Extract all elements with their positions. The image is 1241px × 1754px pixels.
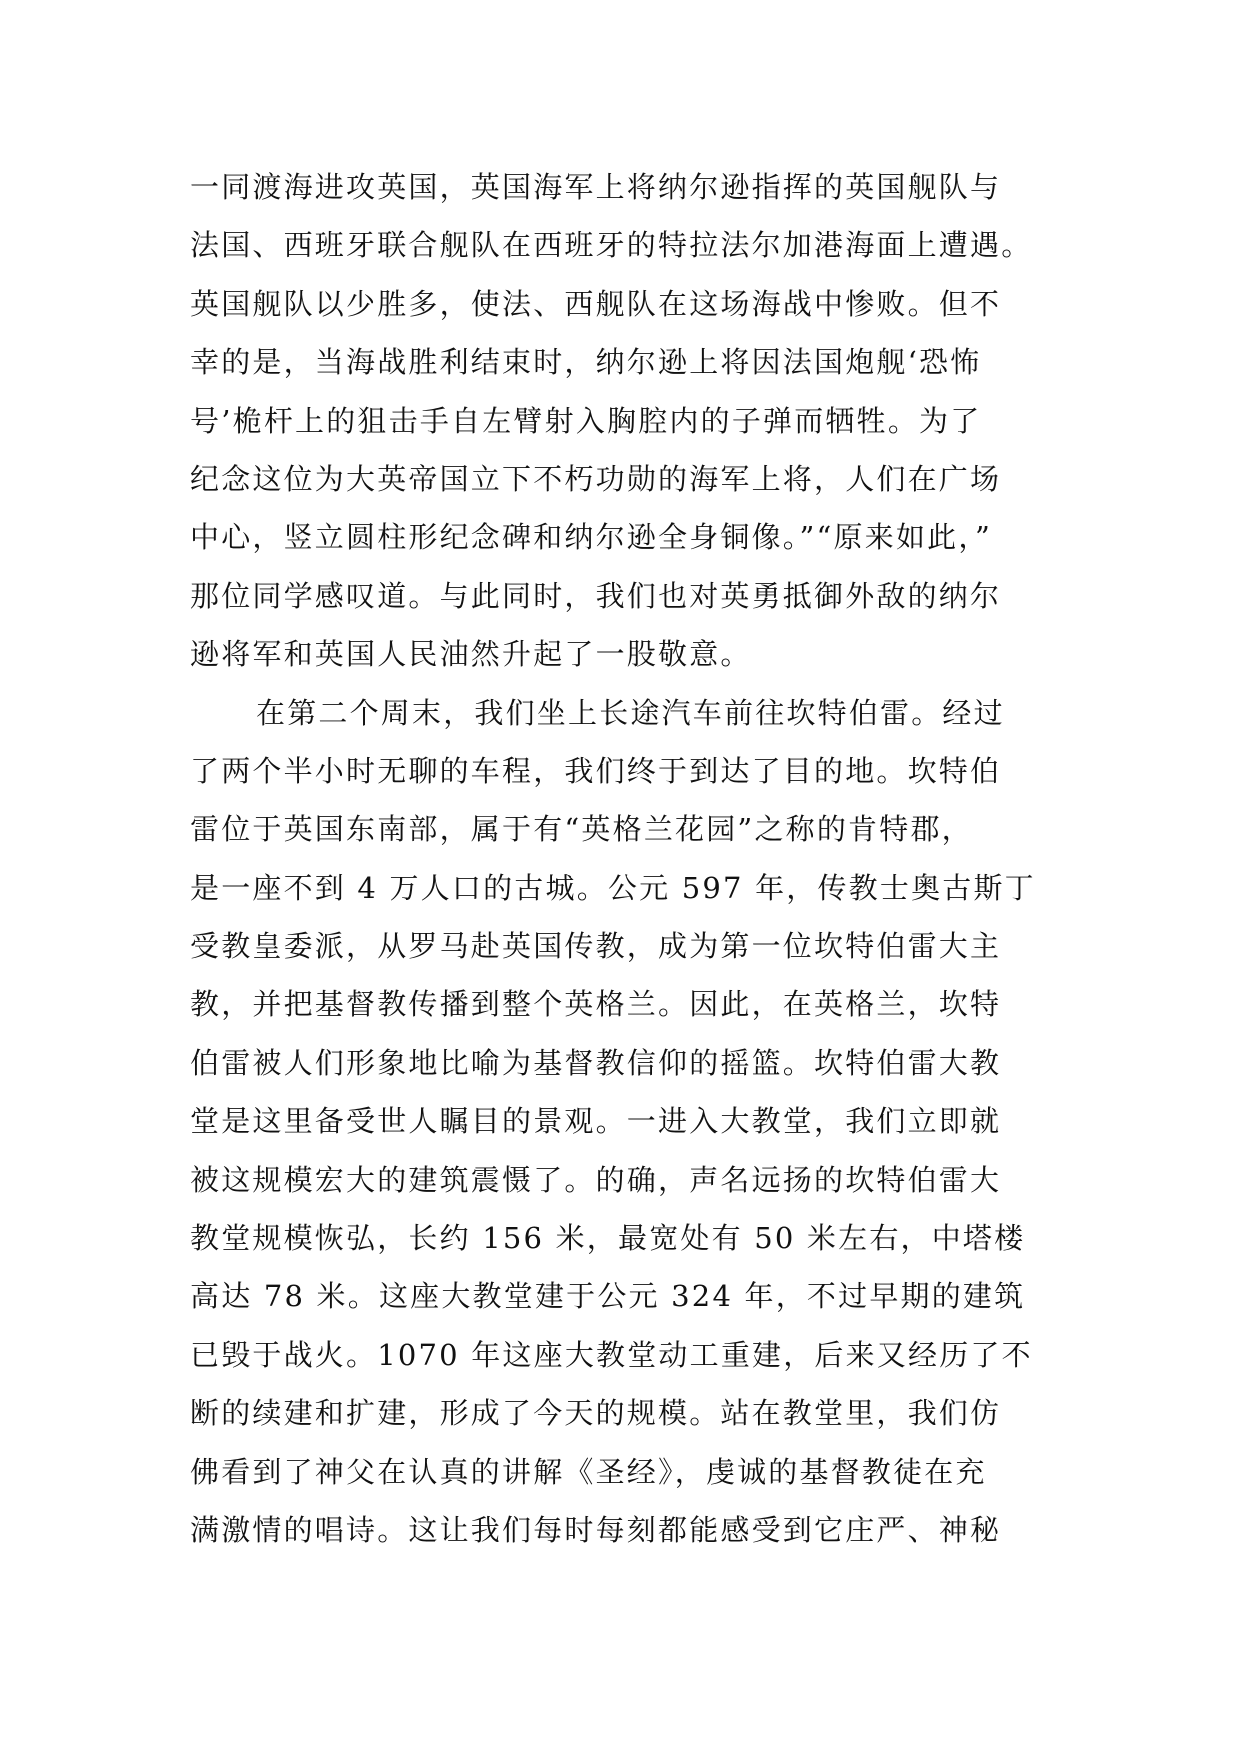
text-line: 纪念这位为大英帝国立下不朽功勋的海军上将，人们在广场 [190, 461, 1002, 496]
text-line: 逊将军和英国人民油然升起了一股敬意。 [190, 637, 752, 672]
text-line: 英国舰队以少胜多，使法、西舰队在这场海战中惨败。但不 [190, 286, 1002, 321]
text-line: 高达 78 米。这座大教堂建于公元 324 年，不过早期的建筑 [190, 1279, 1026, 1314]
text-line: 一同渡海进攻英国，英国海军上将纳尔逊指挥的英国舰队与 [190, 170, 1002, 204]
text-line: 号’桅杆上的狙击手自左臂射入胸腔内的子弹而牺牲。为了 [190, 403, 982, 438]
text-line: 堂是这里备受世人瞩目的景观。一进入大教堂，我们立即就 [190, 1104, 1002, 1139]
text-line: 已毁于战火。1070 年这座大教堂动工重建，后来又经历了不 [190, 1337, 1033, 1372]
text-line: 雷位于英国东南部，属于有“英格兰花园”之称的肯特郡， [190, 812, 973, 847]
document-body [190, 158, 1090, 1559]
text-line: 法国、西班牙联合舰队在西班牙的特拉法尔加港海面上遭遇。 [190, 228, 1033, 263]
text-line: 是一座不到 4 万人口的古城。公元 597 年，传教士奥古斯丁 [190, 870, 1036, 905]
paragraph-start-line: 在第二个周末，我们坐上长途汽车前往坎特伯雷。经过 [256, 695, 1005, 730]
text-line: 受教皇委派，从罗马赴英国传教，成为第一位坎特伯雷大主 [190, 929, 1002, 964]
text-line: 佛看到了神父在认真的讲解《圣经》，虔诚的基督教徒在充 [190, 1454, 987, 1489]
text-line: 满激情的唱诗。这让我们每时每刻都能感受到它庄严、神秘 [190, 1512, 1002, 1547]
text-line: 伯雷被人们形象地比喻为基督教信仰的摇篮。坎特伯雷大教 [190, 1045, 1002, 1080]
text-line: 了两个半小时无聊的车程，我们终于到达了目的地。坎特伯 [190, 753, 1002, 788]
text-line: 教，并把基督教传播到整个英格兰。因此，在英格兰，坎特 [190, 987, 1002, 1022]
text-line: 那位同学感叹道。与此同时，我们也对英勇抵御外敌的纳尔 [190, 578, 1002, 613]
text-line: 被这规模宏大的建筑震慑了。的确，声名远扬的坎特伯雷大 [190, 1162, 1002, 1197]
text-line: 中心，竖立圆柱形纪念碑和纳尔逊全身铜像。”“原来如此，” [190, 520, 993, 555]
text-line: 幸的是，当海战胜利结束时，纳尔逊上将因法国炮舰‘恐怖 [190, 345, 982, 380]
text-line: 断的续建和扩建，形成了今天的规模。站在教堂里，我们仿 [190, 1396, 1002, 1431]
text-line: 教堂规模恢弘，长约 156 米，最宽处有 50 米左右，中塔楼 [190, 1221, 1026, 1256]
